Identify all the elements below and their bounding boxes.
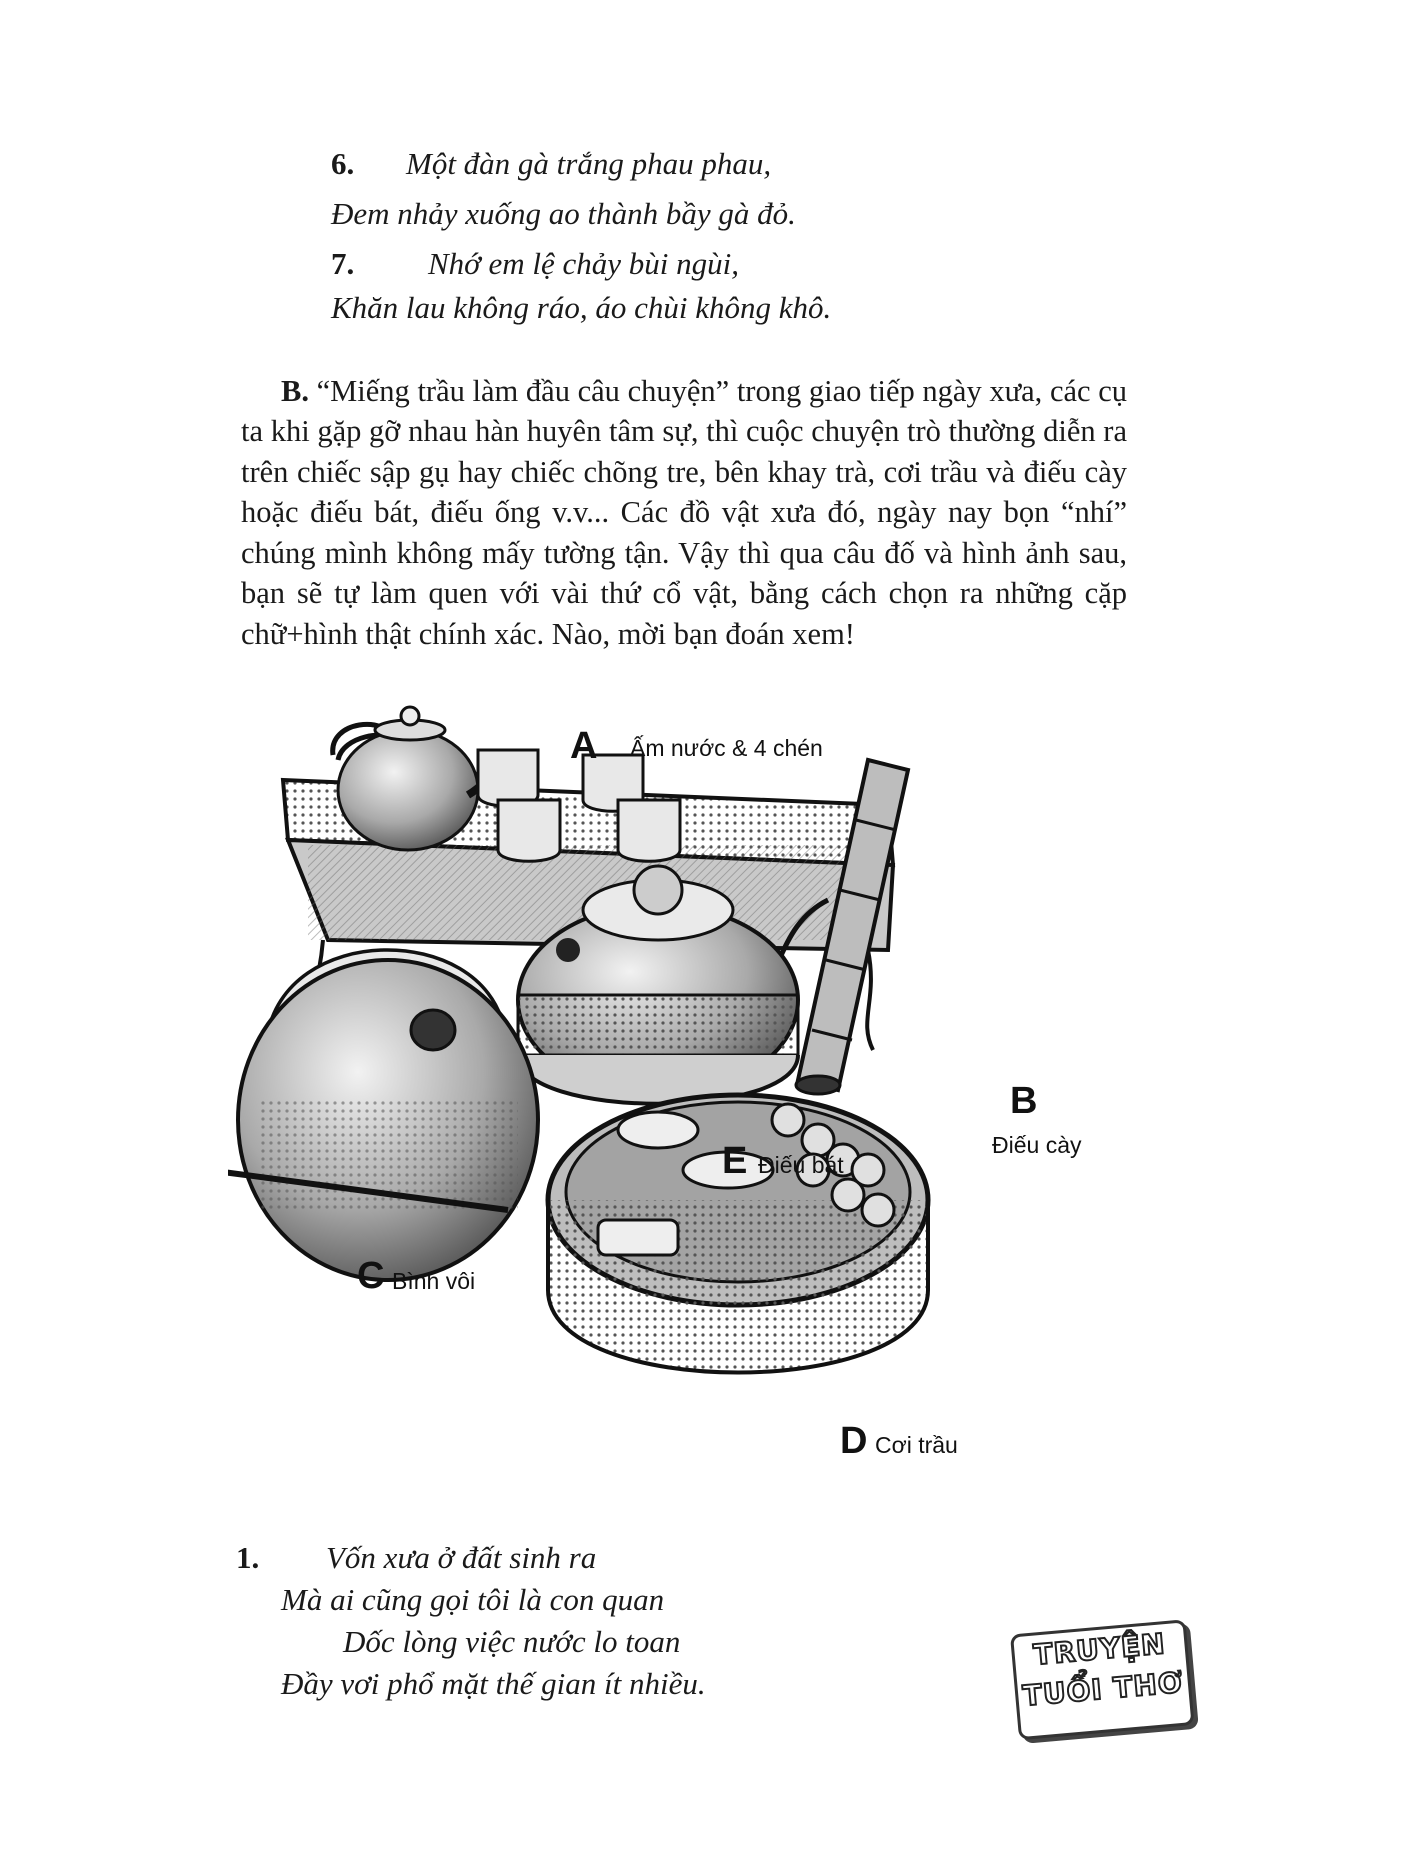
riddle-1-line-3: Dốc lòng việc nước lo toan xyxy=(343,1624,681,1659)
logo-frame xyxy=(1010,1619,1195,1740)
label-b-letter: B xyxy=(1010,1080,1038,1122)
label-a-name: Ấm nước & 4 chén xyxy=(630,735,823,761)
riddle-1-line-1: Vốn xưa ở đất sinh ra xyxy=(326,1540,597,1575)
label-d-letter: D xyxy=(840,1420,868,1462)
riddle-6-line-1: Một đàn gà trắng phau phau, xyxy=(406,146,772,181)
antique-objects-illustration xyxy=(228,700,1088,1600)
section-b-lead: B. xyxy=(281,373,309,408)
riddle-7-line-2: Khăn lau không ráo, áo chùi không khô. xyxy=(331,290,832,325)
label-d-name: Cơi trầu xyxy=(875,1432,958,1458)
betel-tray xyxy=(548,1095,928,1373)
label-c-name: Bình vôi xyxy=(392,1268,476,1294)
section-b-text: “Miếng trầu làm đầu câu chuyện” trong giao tiếp ngày xưa, các cụ ta khi gặp gỡ nhau hàn huyên tâm sự, thì cuộc chuyện trò thường diễn ra trên chiếc sập gụ hay chiếc chõng tre, bên khay trà, cơi trầu và điếu cày hoặc điếu bát, điếu ống v.v... Các đồ vật xưa đó, ngày nay bọn “nhí” chúng mình không mấy tường tận. Vậy thì qua câu đố và hình ảnh sau, bạn sẽ tự làm quen với vài thứ cổ vật, bằng cách chọn ra những cặp chữ+hình thật chính xác. Nào, mời bạn đoán xem! xyxy=(241,373,1127,652)
label-e-name: Điếu bát xyxy=(758,1152,844,1178)
riddle-1-line-2: Mà ai cũng gọi tôi là con quan xyxy=(281,1582,665,1617)
logo-line-1: TRUYỆN xyxy=(1032,1627,1167,1672)
riddle-1-line-4: Đầy vơi phổ mặt thế gian ít nhiều. xyxy=(281,1666,706,1701)
lime-pot xyxy=(228,956,538,1280)
label-b-name: Điếu cày xyxy=(992,1132,1082,1158)
riddle-6-line-2: Đem nhảy xuống ao thành bầy gà đỏ. xyxy=(331,196,796,231)
logo-line-2: TUỔI THƠ xyxy=(1021,1665,1185,1713)
truyen-tuoi-tho-logo xyxy=(1010,1620,1188,1734)
riddle-7-line-1: Nhớ em lệ chảy bùi ngùi, xyxy=(428,246,739,281)
label-c-letter: C xyxy=(357,1255,385,1297)
section-b-paragraph xyxy=(241,371,1127,655)
riddle-6-number: 6. xyxy=(331,146,355,181)
riddle-1-number: 1. xyxy=(236,1540,260,1575)
label-e-letter: E xyxy=(722,1140,748,1182)
riddle-7-number: 7. xyxy=(331,246,355,281)
label-a-letter: A xyxy=(570,725,598,767)
